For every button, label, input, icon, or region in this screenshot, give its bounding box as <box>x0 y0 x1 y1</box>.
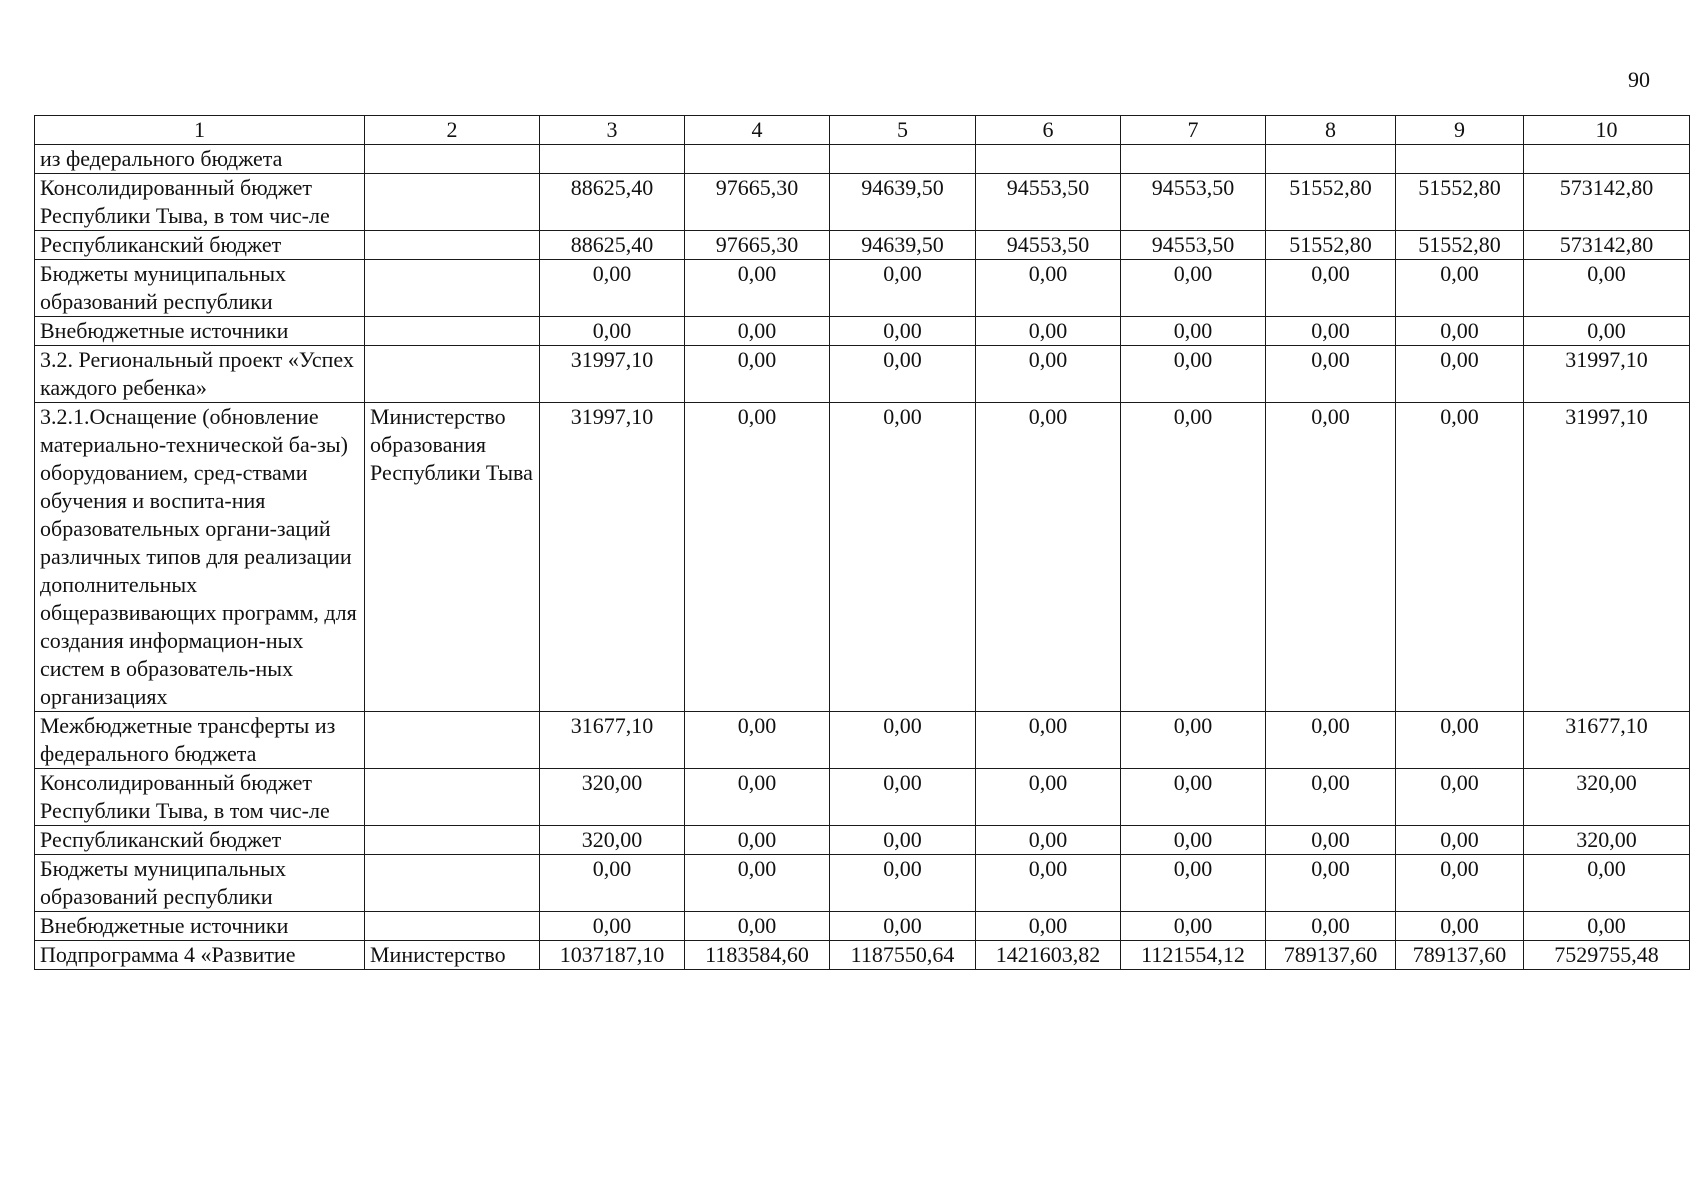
row-executor <box>365 317 540 346</box>
table-row <box>35 231 1690 260</box>
value-cell: 320,00 <box>1524 769 1690 826</box>
row-label: Консолидированный бюджет Республики Тыва, в том чис-ле <box>35 174 365 231</box>
table-row <box>35 346 1690 403</box>
value-cell: 51552,80 <box>1396 174 1524 231</box>
row-label: Республиканский бюджет <box>35 826 365 855</box>
value-cell: 0,00 <box>1396 912 1524 941</box>
value-cell: 1187550,64 <box>830 941 976 970</box>
value-cell: 1421603,82 <box>976 941 1121 970</box>
value-cell: 88625,40 <box>540 231 685 260</box>
table-row <box>35 826 1690 855</box>
value-cell: 0,00 <box>1121 346 1266 403</box>
value-cell: 0,00 <box>976 317 1121 346</box>
value-cell: 0,00 <box>1266 260 1396 317</box>
value-cell: 1037187,10 <box>540 941 685 970</box>
value-cell: 0,00 <box>976 826 1121 855</box>
row-executor <box>365 855 540 912</box>
value-cell: 0,00 <box>1121 403 1266 712</box>
value-cell: 0,00 <box>1121 317 1266 346</box>
value-cell: 0,00 <box>685 317 830 346</box>
value-cell: 31997,10 <box>1524 403 1690 712</box>
table-row <box>35 260 1690 317</box>
row-label: Внебюджетные источники <box>35 317 365 346</box>
value-cell <box>1266 145 1396 174</box>
value-cell: 0,00 <box>976 260 1121 317</box>
value-cell: 0,00 <box>540 912 685 941</box>
table-row <box>35 712 1690 769</box>
column-header: 3 <box>540 116 685 145</box>
table-row <box>35 912 1690 941</box>
table-row <box>35 769 1690 826</box>
value-cell: 0,00 <box>976 346 1121 403</box>
value-cell: 0,00 <box>685 260 830 317</box>
value-cell: 0,00 <box>1121 826 1266 855</box>
table-row <box>35 403 1690 712</box>
table-row <box>35 317 1690 346</box>
value-cell <box>830 145 976 174</box>
value-cell: 0,00 <box>685 912 830 941</box>
column-header: 2 <box>365 116 540 145</box>
row-executor: Министерство образования Республики Тыва <box>365 403 540 712</box>
value-cell: 88625,40 <box>540 174 685 231</box>
value-cell: 0,00 <box>540 855 685 912</box>
value-cell: 94553,50 <box>1121 231 1266 260</box>
value-cell <box>685 145 830 174</box>
row-executor <box>365 260 540 317</box>
budget-table <box>34 115 1690 970</box>
value-cell <box>976 145 1121 174</box>
value-cell: 0,00 <box>540 260 685 317</box>
column-header: 5 <box>830 116 976 145</box>
value-cell: 0,00 <box>1396 826 1524 855</box>
value-cell: 0,00 <box>1396 346 1524 403</box>
value-cell: 0,00 <box>1266 826 1396 855</box>
row-label: Консолидированный бюджет Республики Тыва, в том чис-ле <box>35 769 365 826</box>
value-cell: 31677,10 <box>1524 712 1690 769</box>
value-cell: 0,00 <box>830 826 976 855</box>
value-cell: 320,00 <box>540 826 685 855</box>
value-cell: 94553,50 <box>1121 174 1266 231</box>
value-cell: 0,00 <box>1266 855 1396 912</box>
value-cell: 31997,10 <box>1524 346 1690 403</box>
value-cell: 31997,10 <box>540 346 685 403</box>
row-executor: Министерство <box>365 941 540 970</box>
value-cell: 0,00 <box>1266 712 1396 769</box>
value-cell: 0,00 <box>830 769 976 826</box>
value-cell: 94639,50 <box>830 174 976 231</box>
value-cell: 0,00 <box>685 712 830 769</box>
value-cell: 0,00 <box>830 855 976 912</box>
value-cell <box>1524 145 1690 174</box>
value-cell: 0,00 <box>1121 769 1266 826</box>
value-cell <box>1121 145 1266 174</box>
value-cell: 1121554,12 <box>1121 941 1266 970</box>
row-executor <box>365 231 540 260</box>
row-label: Бюджеты муниципальных образований республики <box>35 260 365 317</box>
value-cell: 0,00 <box>830 403 976 712</box>
value-cell: 320,00 <box>1524 826 1690 855</box>
value-cell: 31677,10 <box>540 712 685 769</box>
value-cell: 0,00 <box>540 317 685 346</box>
value-cell: 320,00 <box>540 769 685 826</box>
table-row <box>35 174 1690 231</box>
value-cell: 0,00 <box>1524 912 1690 941</box>
row-executor <box>365 145 540 174</box>
value-cell: 0,00 <box>976 712 1121 769</box>
row-label: 3.2. Региональный проект «Успех каждого ребенка» <box>35 346 365 403</box>
value-cell: 51552,80 <box>1266 231 1396 260</box>
value-cell: 0,00 <box>1121 712 1266 769</box>
row-executor <box>365 769 540 826</box>
column-header: 7 <box>1121 116 1266 145</box>
value-cell: 573142,80 <box>1524 231 1690 260</box>
value-cell: 789137,60 <box>1266 941 1396 970</box>
row-label: Межбюджетные трансферты из федерального бюджета <box>35 712 365 769</box>
value-cell: 0,00 <box>685 769 830 826</box>
page-number: 90 <box>1628 67 1650 92</box>
value-cell: 0,00 <box>830 260 976 317</box>
value-cell: 0,00 <box>976 855 1121 912</box>
value-cell: 789137,60 <box>1396 941 1524 970</box>
value-cell: 0,00 <box>830 912 976 941</box>
value-cell: 0,00 <box>1266 403 1396 712</box>
value-cell: 1183584,60 <box>685 941 830 970</box>
column-header: 9 <box>1396 116 1524 145</box>
row-executor <box>365 712 540 769</box>
value-cell: 0,00 <box>1266 346 1396 403</box>
value-cell: 94639,50 <box>830 231 976 260</box>
column-header: 4 <box>685 116 830 145</box>
value-cell: 0,00 <box>1266 912 1396 941</box>
column-header: 8 <box>1266 116 1396 145</box>
column-header: 1 <box>35 116 365 145</box>
row-label: Бюджеты муниципальных образований республики <box>35 855 365 912</box>
value-cell: 0,00 <box>1121 260 1266 317</box>
value-cell: 0,00 <box>1396 855 1524 912</box>
table-row <box>35 855 1690 912</box>
value-cell: 51552,80 <box>1266 174 1396 231</box>
value-cell: 0,00 <box>1524 260 1690 317</box>
value-cell: 0,00 <box>1396 260 1524 317</box>
value-cell: 0,00 <box>685 403 830 712</box>
value-cell: 94553,50 <box>976 174 1121 231</box>
value-cell <box>540 145 685 174</box>
row-label: из федерального бюджета <box>35 145 365 174</box>
value-cell: 0,00 <box>830 317 976 346</box>
row-executor <box>365 826 540 855</box>
row-executor <box>365 912 540 941</box>
value-cell: 0,00 <box>685 855 830 912</box>
row-label: Республиканский бюджет <box>35 231 365 260</box>
value-cell: 0,00 <box>976 912 1121 941</box>
value-cell: 0,00 <box>976 769 1121 826</box>
column-header: 10 <box>1524 116 1690 145</box>
value-cell: 97665,30 <box>685 231 830 260</box>
value-cell: 0,00 <box>1266 317 1396 346</box>
row-executor <box>365 346 540 403</box>
value-cell: 0,00 <box>1396 712 1524 769</box>
row-label: 3.2.1.Оснащение (обновление материально-технической ба-зы) оборудованием, сред-ствами обучения и воспита-ния образовательных органи-заций различных типов для реализации дополнительных общеразвивающих программ, для создания информацион-ных систем в образователь-ных организациях <box>35 403 365 712</box>
value-cell: 0,00 <box>830 346 976 403</box>
column-number-header-row <box>35 116 1690 145</box>
value-cell: 31997,10 <box>540 403 685 712</box>
value-cell: 0,00 <box>1396 317 1524 346</box>
value-cell <box>1396 145 1524 174</box>
value-cell: 94553,50 <box>976 231 1121 260</box>
value-cell: 0,00 <box>1396 403 1524 712</box>
value-cell: 0,00 <box>685 826 830 855</box>
row-label: Подпрограмма 4 «Развитие <box>35 941 365 970</box>
row-label: Внебюджетные источники <box>35 912 365 941</box>
value-cell: 0,00 <box>830 712 976 769</box>
table-row <box>35 145 1690 174</box>
value-cell: 0,00 <box>1524 855 1690 912</box>
value-cell: 51552,80 <box>1396 231 1524 260</box>
value-cell: 0,00 <box>1121 855 1266 912</box>
value-cell: 0,00 <box>1121 912 1266 941</box>
value-cell: 7529755,48 <box>1524 941 1690 970</box>
column-header: 6 <box>976 116 1121 145</box>
value-cell: 0,00 <box>976 403 1121 712</box>
value-cell: 0,00 <box>1524 317 1690 346</box>
value-cell: 0,00 <box>1396 769 1524 826</box>
value-cell: 0,00 <box>685 346 830 403</box>
value-cell: 573142,80 <box>1524 174 1690 231</box>
value-cell: 0,00 <box>1266 769 1396 826</box>
row-executor <box>365 174 540 231</box>
table-row <box>35 941 1690 970</box>
value-cell: 97665,30 <box>685 174 830 231</box>
